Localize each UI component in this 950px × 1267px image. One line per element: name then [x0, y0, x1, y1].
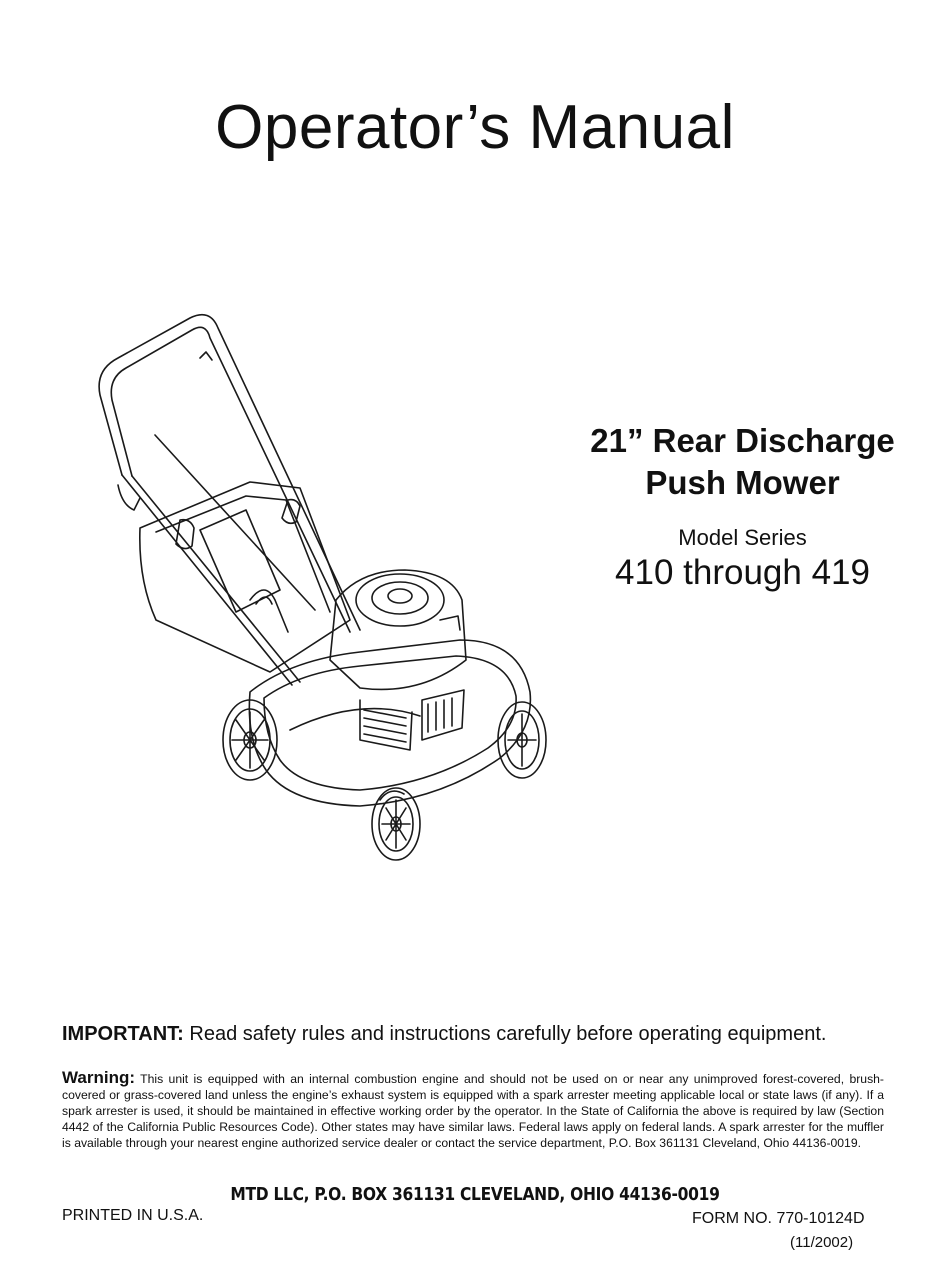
- important-text: Read safety rules and instructions carefully before operating equipment.: [189, 1023, 827, 1045]
- model-series-label: Model Series: [678, 525, 807, 550]
- rear-left-wheel-icon: [223, 700, 277, 780]
- form-date: (11/2002): [790, 1234, 854, 1251]
- product-line-1: 21” Rear Discharge: [590, 422, 895, 459]
- warning-label: Warning:: [62, 1068, 136, 1087]
- product-line-2: Push Mower: [645, 464, 840, 501]
- lawn-mower-illustration: [60, 300, 580, 880]
- company-address: MTD LLC, P.O. BOX 361131 CLEVELAND, OHIO 44136-0019: [230, 1183, 720, 1205]
- rear-right-wheel-icon: [498, 702, 546, 778]
- engine-icon: [330, 570, 466, 750]
- printed-in-label: PRINTED IN U.S.A.: [62, 1207, 204, 1224]
- model-series-range: 410 through 419: [615, 553, 870, 592]
- handle-icon: [99, 315, 360, 685]
- form-number: FORM NO. 770-10124D: [692, 1210, 865, 1227]
- product-name: [560, 420, 925, 504]
- important-notice: [62, 1023, 902, 1046]
- front-wheel-icon: [372, 788, 420, 860]
- warning-notice: [62, 1070, 884, 1151]
- grass-bag-icon: [140, 482, 350, 672]
- warning-text: This unit is equipped with an internal combustion engine and should not be used on or near any unimproved forest-covered, brush-covered or grass-covered land unless the engine’s exhaust system is equipped with a spark arrester meeting applicable local or state laws (if any). If a spark arrester is used, it should be maintained in effective working order by the operator. In the State of California the above is required by law (Section 4442 of the California Public Resources Code). Other states may have similar laws. Federal laws apply on federal lands. A spark arrester for the muffler is available through your nearest engine authorized service dealer or contact the service department, P.O. Box 361131 Cleveland, Ohio 44136-0019.: [62, 1072, 884, 1150]
- important-label: IMPORTANT:: [62, 1023, 184, 1045]
- page-title: Operator’s Manual: [215, 93, 735, 162]
